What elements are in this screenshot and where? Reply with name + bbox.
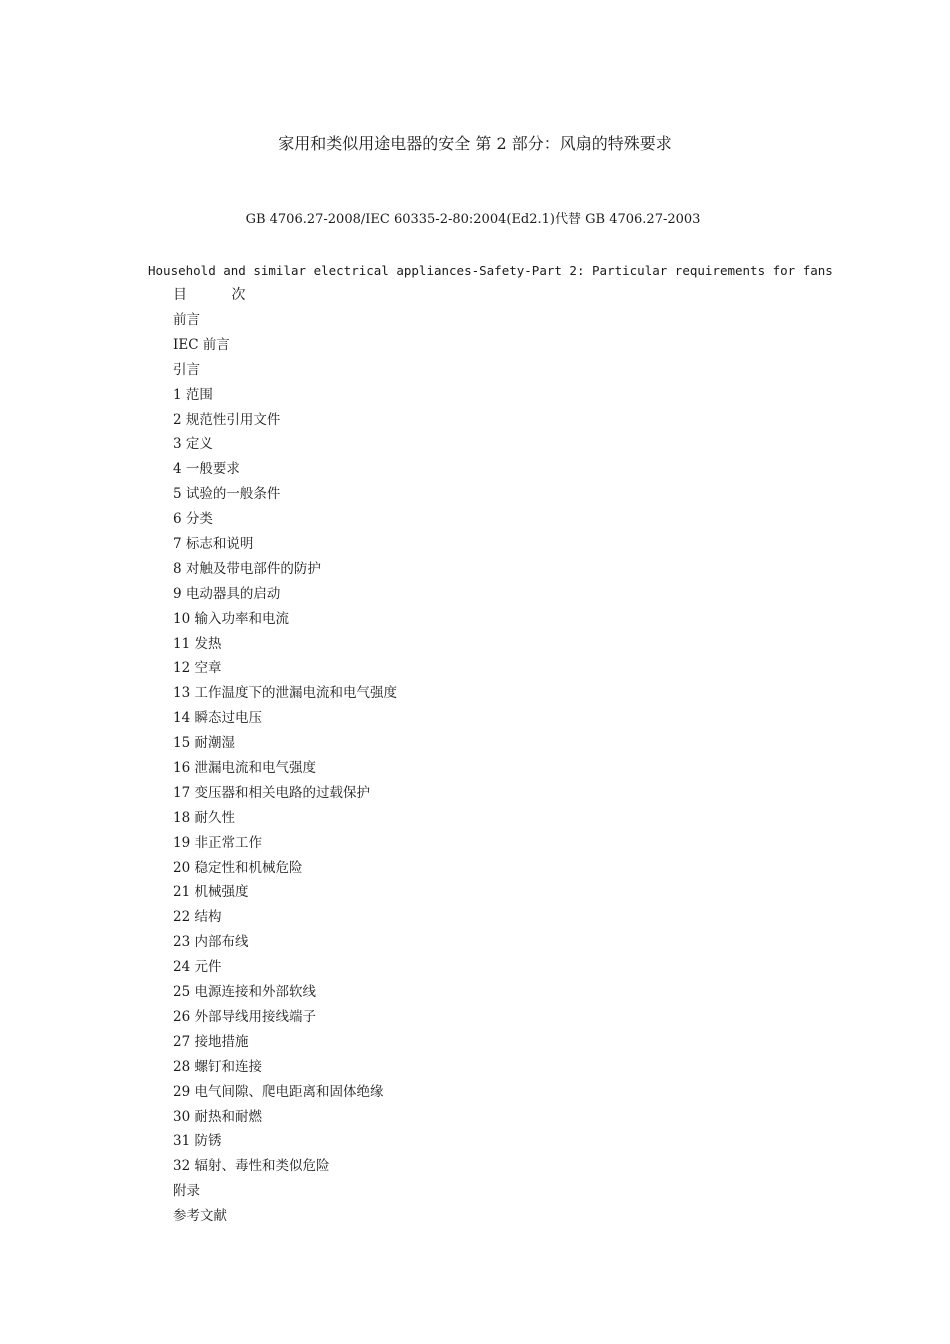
toc-heading: 目 次 (173, 287, 266, 303)
toc-item: 2 规范性引用文件 (173, 411, 281, 428)
toc-item: 11 发热 (173, 635, 222, 652)
toc-item: 25 电源连接和外部软线 (173, 984, 316, 1001)
toc-item: 4 一般要求 (173, 461, 240, 478)
toc-item: 16 泄漏电流和电气强度 (173, 760, 316, 777)
toc-item: 29 电气间隙、爬电距离和固体绝缘 (173, 1083, 384, 1100)
toc-item: 24 元件 (173, 959, 222, 976)
toc-item: 9 电动器具的启动 (173, 585, 281, 602)
toc-item: 7 标志和说明 (173, 536, 254, 553)
toc-item: 6 分类 (173, 511, 213, 528)
toc-item: 前言 (173, 312, 200, 328)
toc-item: 32 辐射、毒性和类似危险 (173, 1158, 330, 1175)
toc-item: 15 耐潮湿 (173, 735, 235, 752)
toc-item: 23 内部布线 (173, 934, 249, 951)
toc-item: 8 对触及带电部件的防护 (173, 560, 321, 577)
toc-item: 参考文献 (173, 1208, 227, 1225)
toc-item: 附录 (173, 1183, 200, 1200)
toc-item: 18 耐久性 (173, 809, 235, 826)
toc-item: 17 变压器和相关电路的过载保护 (173, 784, 370, 801)
toc-item: 22 结构 (173, 909, 222, 926)
document-title: 家用和类似用途电器的安全 第 2 部分：风扇的特殊要求 (278, 134, 672, 153)
standard-number: GB 4706.27-2008/IEC 60335-2-80:2004(Ed2.1)代替 GB 4706.27-2003 (245, 212, 701, 227)
toc-item: 31 防锈 (173, 1133, 222, 1150)
table-of-contents (173, 310, 397, 1231)
toc-item: 10 输入功率和电流 (173, 610, 289, 627)
toc-item: 19 非正常工作 (173, 834, 262, 851)
toc-item: 1 范围 (173, 386, 213, 403)
toc-item: 26 外部导线用接线端子 (173, 1008, 316, 1025)
toc-item: 5 试验的一般条件 (173, 486, 281, 503)
toc-item: 3 定义 (173, 436, 213, 453)
toc-item: 20 稳定性和机械危险 (173, 859, 303, 876)
toc-item: 30 耐热和耐燃 (173, 1108, 262, 1125)
toc-item: 12 空章 (173, 660, 222, 677)
toc-item: 21 机械强度 (173, 884, 249, 901)
toc-item: 28 螺钉和连接 (173, 1058, 262, 1075)
english-title: Household and similar electrical appliances-Safety-Part 2: Particular requirements for fans (148, 263, 833, 278)
toc-item: 13 工作温度下的泄漏电流和电气强度 (173, 685, 397, 702)
toc-item: 引言 (173, 361, 200, 378)
toc-item: 27 接地措施 (173, 1033, 249, 1050)
toc-item: IEC 前言 (173, 336, 230, 353)
toc-item: 14 瞬态过电压 (173, 710, 262, 727)
